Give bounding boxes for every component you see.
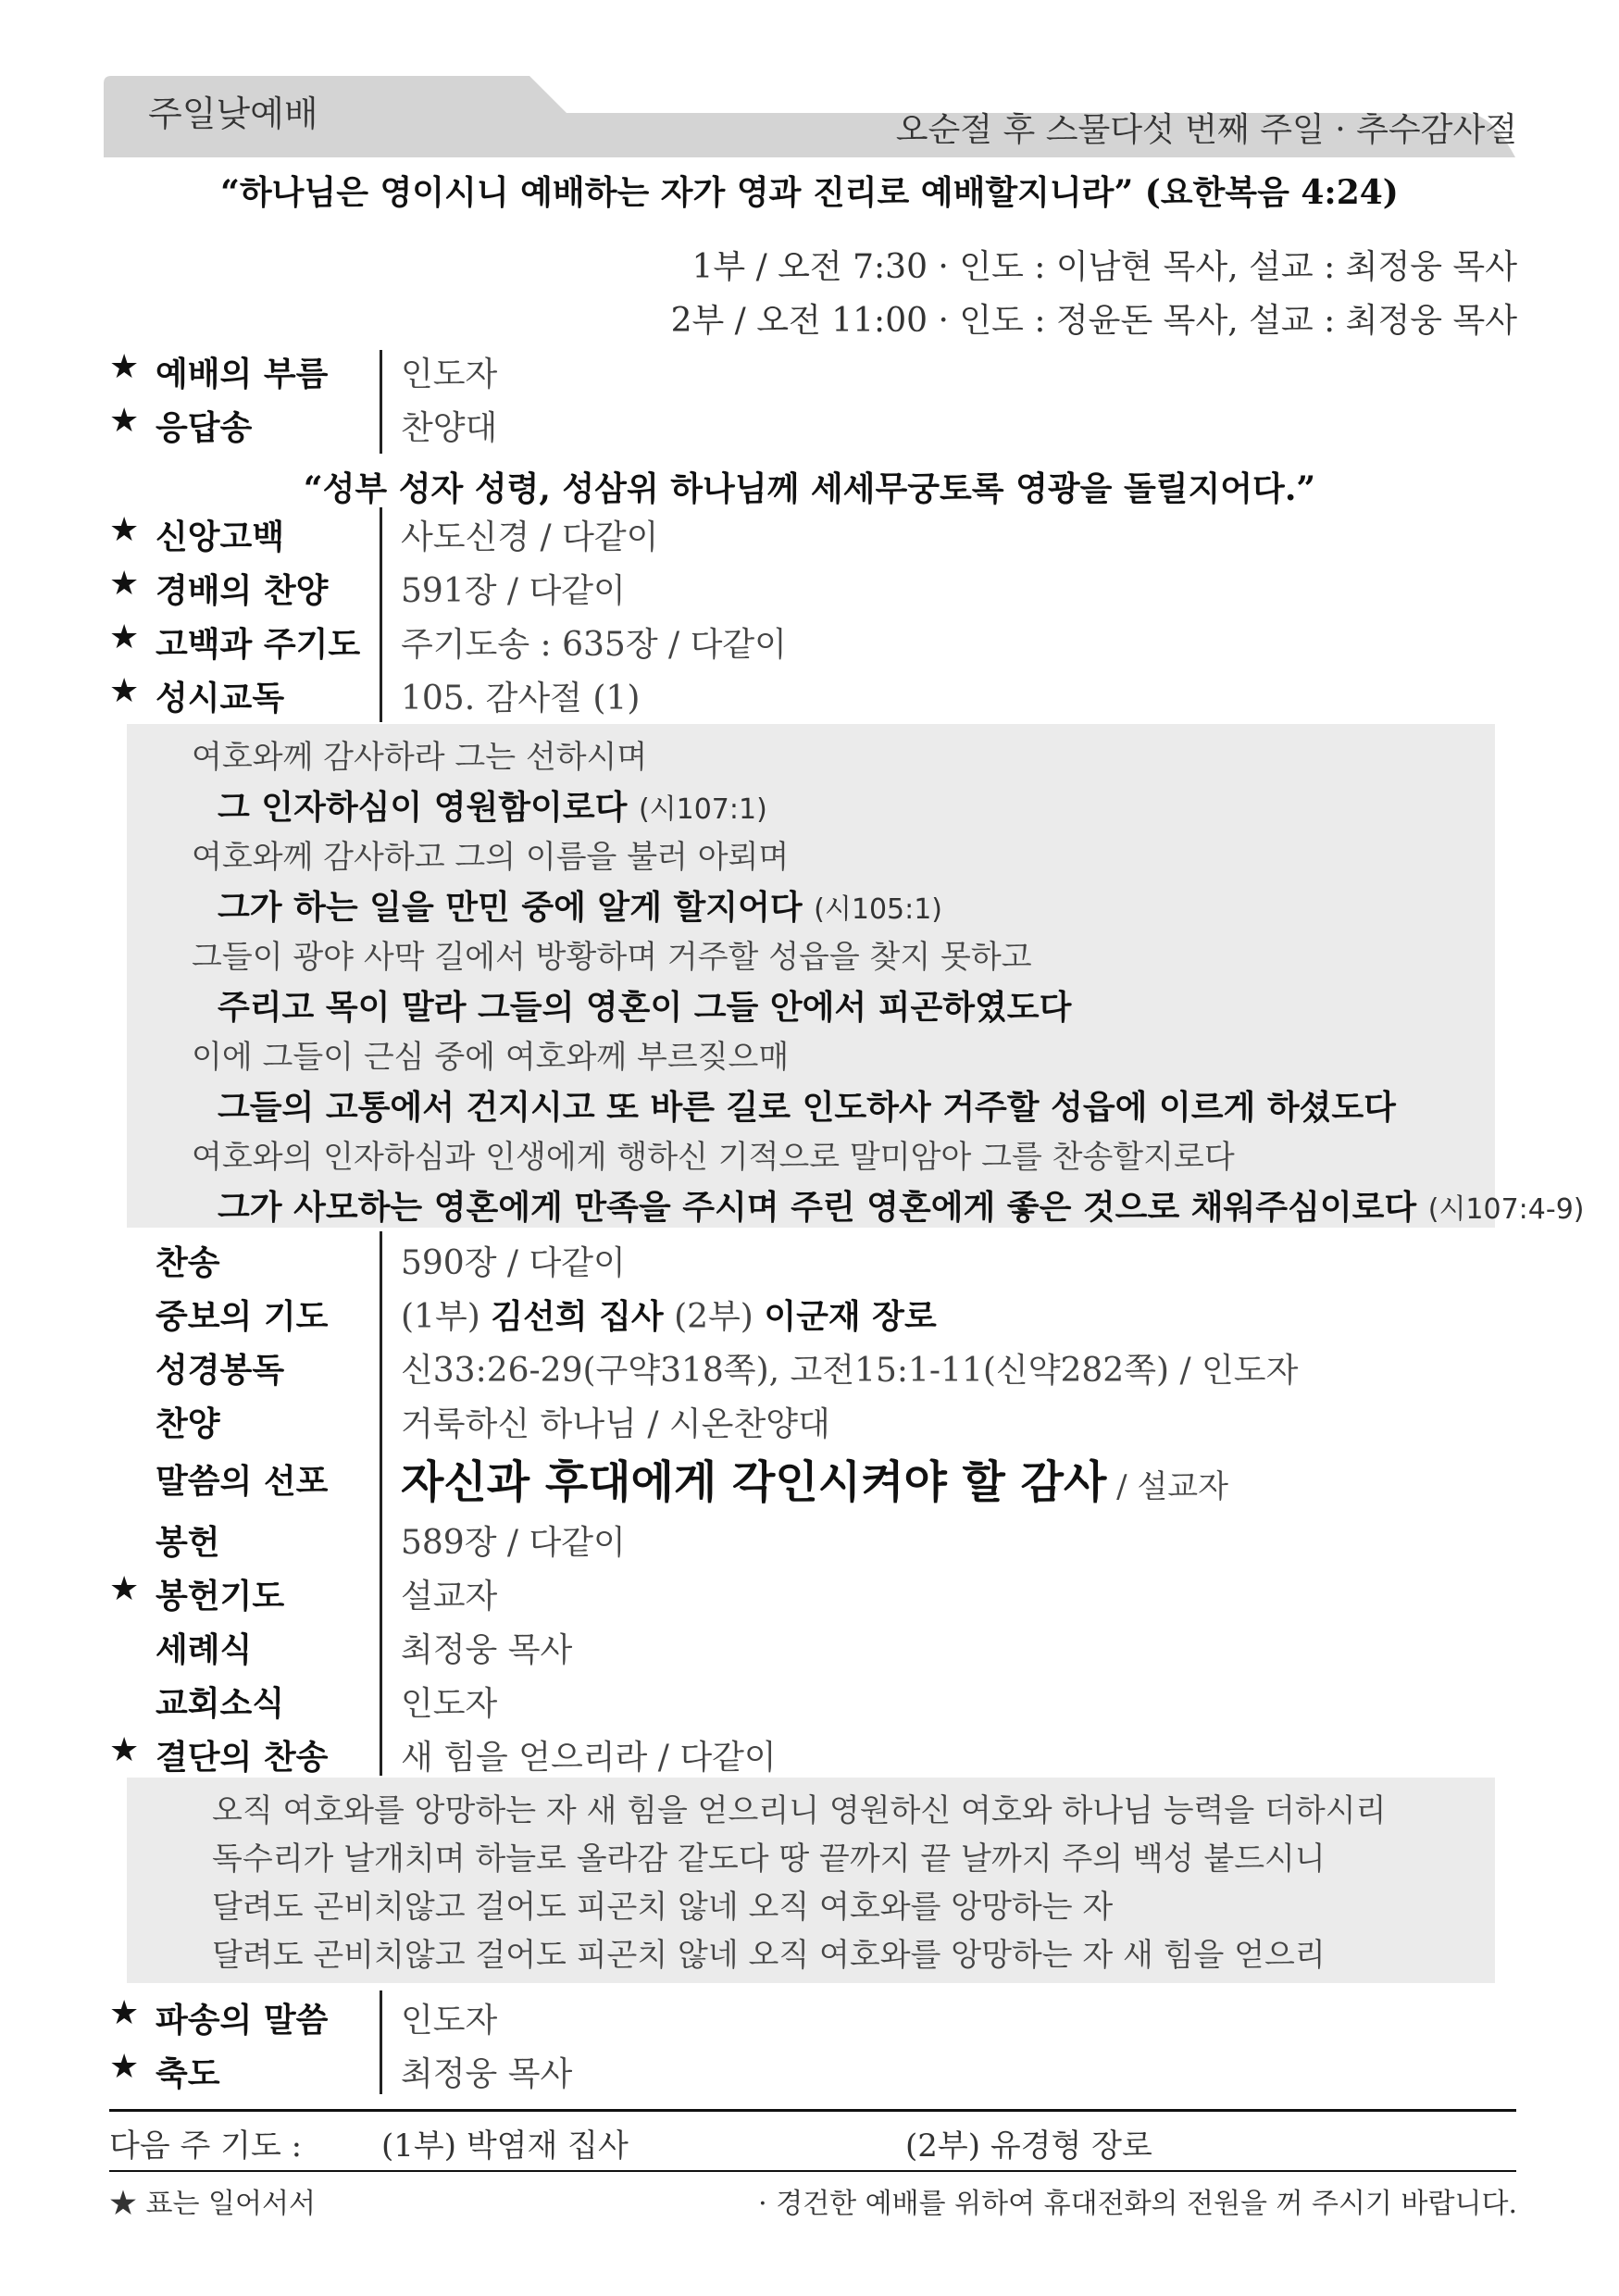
order-item-value: 인도자	[401, 2002, 498, 2040]
order-item-label: 봉헌기도	[156, 1577, 285, 1616]
order-item	[109, 559, 1516, 611]
scripture-ref: (시105:1)	[814, 893, 943, 926]
order-item	[109, 1726, 1516, 1778]
order-item	[109, 1446, 1516, 1511]
order-item	[109, 1285, 1516, 1337]
next-week-first: (1부) 박염재 집사	[381, 2128, 629, 2165]
theme-verse: “하나님은 영이시니 예배하는 자가 영과 진리로 예배할지니라” (요한복음 4:24)	[220, 173, 1399, 212]
footer-stand-note: ★ 표는 일어서서	[109, 2188, 316, 2220]
order-item-label: 응답송	[156, 408, 253, 447]
order-item-label: 교회소식	[156, 1684, 285, 1723]
order-item	[109, 1989, 1516, 2040]
reading-line-response: 그가 사모하는 영혼에게 만족을 주시며 주린 영혼에게 좋은 것으로 채워주심이로다 (시107:4-9)	[218, 1188, 1585, 1227]
reading-line: 여호와께 감사하고 그의 이름을 불러 아뢰며	[192, 839, 790, 876]
lyric-line: 독수리가 날개치며 하늘로 올라감 같도다 땅 끝까지 끝 날까지 주의 백성 붙드시니	[212, 1841, 1326, 1878]
reading-line-response: 그가 하는 일을 만민 중에 알게 할지어다 (시105:1)	[218, 888, 943, 927]
order-item	[109, 1672, 1516, 1724]
order-item-label: 성시교독	[156, 679, 285, 718]
reading-line-response: 그들의 고통에서 건지시고 또 바른 길로 인도하사 거주할 성읍에 이르게 하셨도다	[218, 1088, 1396, 1127]
order-item-value: (1부) 김선희 집사 (2부) 이군재 장로	[401, 1297, 937, 1336]
order-item-value: 주기도송 : 635장 / 다같이	[401, 626, 787, 664]
stand-marker: ★	[109, 1731, 140, 1769]
reading-line-response: 그 인자하심이 영원함이로다 (시107:1)	[218, 788, 767, 827]
reading-line: 여호와의 인자하심과 인생에게 행하신 기적으로 말미암아 그를 찬송할지로다	[192, 1139, 1235, 1176]
reading-line: 그들이 광야 사막 길에서 방황하며 거주할 성읍을 찾지 못하고	[192, 939, 1032, 976]
stand-marker: ★	[109, 402, 140, 440]
order-item-value: 591장 / 다같이	[401, 572, 626, 610]
sermon-preacher: / 설교자	[1106, 1468, 1228, 1505]
order-item-label: 파송의 말씀	[156, 2001, 329, 2040]
reading-line-response: 주리고 목이 말라 그들의 영혼이 그들 안에서 피곤하였도다	[218, 988, 1072, 1027]
order-item-label: 봉헌	[156, 1523, 220, 1562]
stand-marker: ★	[109, 672, 140, 710]
order-item-value: 590장 / 다같이	[401, 1244, 626, 1282]
next-week-label: 다음 주 기도 :	[109, 2128, 303, 2165]
sermon	[401, 1446, 1228, 1510]
order-item	[109, 1565, 1516, 1616]
order-item-label: 찬송	[156, 1243, 220, 1282]
order-item-value: 인도자	[401, 1685, 498, 1723]
intercessor-2: 이군재 장로	[764, 1297, 937, 1336]
stand-marker: ★	[109, 1570, 140, 1608]
order-item	[109, 343, 1516, 394]
lyric-line: 달려도 곤비치않고 걸어도 피곤치 않네 오직 여호와를 앙망하는 자 새 힘을 얻으리	[212, 1937, 1326, 1974]
order-item-value: 589장 / 다같이	[401, 1524, 626, 1562]
sermon-title: 자신과 후대에게 각인시켜야 할 감사	[401, 1456, 1107, 1508]
order-item-value: 최정웅 목사	[401, 1631, 573, 1669]
order-item	[109, 396, 1516, 448]
order-item-label: 예배의 부름	[156, 355, 329, 393]
order-item	[109, 1339, 1516, 1391]
doxology: “성부 성자 성령, 성삼위 하나님께 세세무궁토록 영광을 돌릴지어다.”	[303, 469, 1316, 508]
order-item-label: 성경봉독	[156, 1351, 285, 1390]
service-subtitle: 오순절 후 스물다섯 번째 주일 · 추수감사절	[895, 111, 1517, 149]
footer-phone-note: · 경건한 예배를 위하여 휴대전화의 전원을 꺼 주시기 바랍니다.	[758, 2188, 1517, 2220]
order-item-value: 새 힘을 얻으리라 / 다같이	[401, 1739, 777, 1777]
stand-marker: ★	[109, 348, 140, 386]
order-item-value: 105. 감사절 (1)	[401, 680, 641, 718]
lyric-line: 오직 여호와를 앙망하는 자 새 힘을 얻으리니 영원하신 여호와 하나님 능력을 더하시리	[212, 1792, 1387, 1829]
order-item-value: 인도자	[401, 356, 498, 393]
order-item-value: 찬양대	[401, 409, 498, 447]
service-2-info: 2부 / 오전 11:00 · 인도 : 정윤돈 목사, 설교 : 최정웅 목사	[670, 302, 1517, 340]
order-item-label: 축도	[156, 2054, 220, 2093]
order-item	[109, 1618, 1516, 1670]
order-item-label: 결단의 찬송	[156, 1738, 329, 1777]
order-item-value: 거룩하신 하나님 / 시온찬양대	[401, 1405, 830, 1443]
order-item-label: 말씀의 선포	[156, 1462, 329, 1501]
scripture-ref: (시107:4-9)	[1427, 1193, 1585, 1226]
order-item	[109, 505, 1516, 557]
order-item	[109, 2042, 1516, 2094]
scripture-ref: (시107:1)	[638, 793, 767, 826]
divider-rule	[109, 2170, 1516, 2172]
order-item	[109, 667, 1516, 718]
order-item-label: 고백과 주기도	[156, 625, 361, 664]
order-item-label: 세례식	[156, 1630, 253, 1669]
intercessor-1: 김선희 집사	[491, 1297, 664, 1336]
reading-line: 여호와께 감사하라 그는 선하시며	[192, 739, 648, 776]
reading-line: 이에 그들이 근심 중에 여호와께 부르짖으매	[192, 1039, 790, 1076]
stand-marker: ★	[109, 618, 140, 656]
divider-rule	[109, 2109, 1516, 2112]
service-1-info: 1부 / 오전 7:30 · 인도 : 이남현 목사, 설교 : 최정웅 목사	[691, 248, 1517, 286]
section-title: 주일낮예배	[148, 94, 318, 134]
order-item-value: 설교자	[401, 1578, 498, 1616]
order-item	[109, 1392, 1516, 1444]
order-item-value: 최정웅 목사	[401, 2055, 573, 2093]
next-week-second: (2부) 유경형 장로	[905, 2128, 1152, 2165]
order-item	[109, 613, 1516, 665]
order-item-value: 신33:26-29(구약318쪽), 고전15:1-11(신약282쪽) / 인도자	[401, 1352, 1299, 1390]
stand-marker: ★	[109, 565, 140, 603]
order-item	[109, 1511, 1516, 1563]
order-item-label: 중보의 기도	[156, 1297, 329, 1336]
order-item	[109, 1231, 1516, 1283]
stand-marker: ★	[109, 2048, 140, 2086]
order-item-label: 경배의 찬양	[156, 571, 329, 610]
responsive-reading-box	[127, 724, 1585, 1228]
order-item-value: 사도신경 / 다같이	[401, 518, 659, 556]
order-item-label: 찬양	[156, 1404, 220, 1443]
stand-marker: ★	[109, 1994, 140, 2032]
order-item-label: 신앙고백	[156, 518, 285, 556]
hymn-lyrics-box	[127, 1778, 1495, 1983]
lyric-line: 달려도 곤비치않고 걸어도 피곤치 않네 오직 여호와를 앙망하는 자	[212, 1889, 1114, 1926]
stand-marker: ★	[109, 511, 140, 549]
